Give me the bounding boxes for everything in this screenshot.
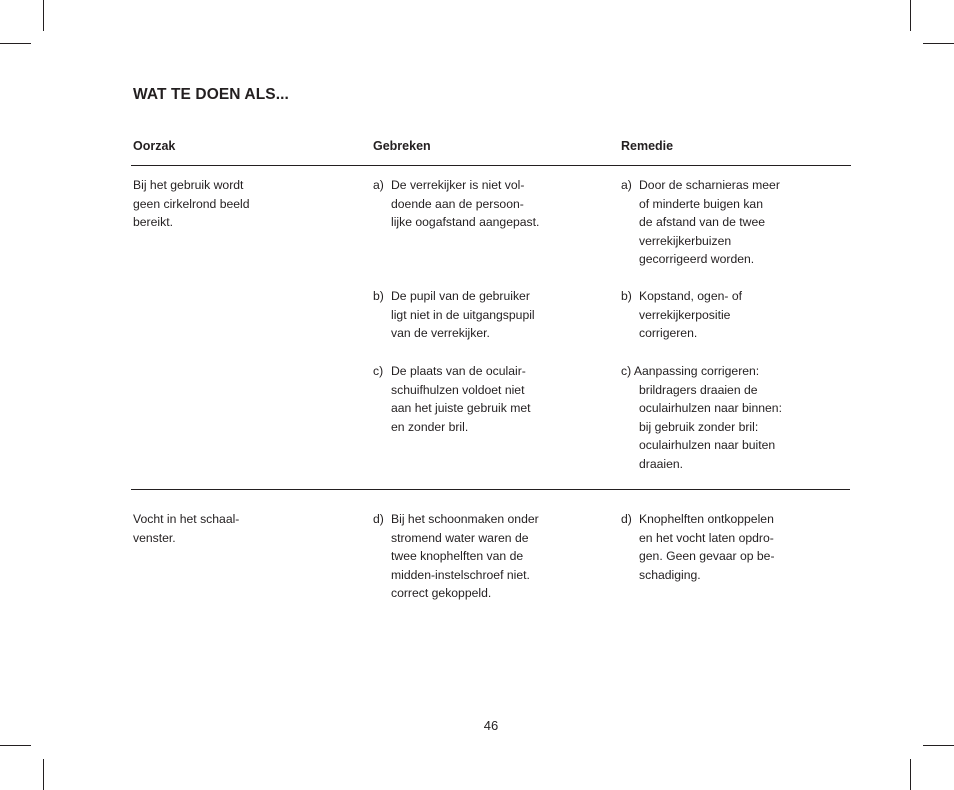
- row-2-cause: Vocht in het schaal- venster.: [133, 512, 240, 545]
- crop-mark-bottom-right-horizontal: [923, 745, 954, 746]
- remedy-b-marker: b): [621, 289, 632, 303]
- column-header-defects: Gebreken: [373, 139, 431, 153]
- defect-c-text: De plaats van de oculair- schuifhulzen voldoet niet aan het juiste gebruik met en zonder bril.: [391, 364, 531, 434]
- defect-d-marker: d): [373, 512, 384, 526]
- remedy-b-text: Kopstand, ogen- of verrekijkerpositie corrigeren.: [639, 289, 742, 341]
- crop-mark-top-left-vertical: [43, 0, 44, 31]
- crop-mark-bottom-left-vertical: [43, 759, 44, 790]
- row-divider: [131, 489, 850, 490]
- defect-d-text: Bij het schoonmaken onder stromend water waren de twee knophelften van de midden-instelschroef niet. correct gekoppeld.: [391, 512, 539, 601]
- crop-mark-top-right-vertical: [910, 0, 911, 31]
- remedy-a-marker: a): [621, 178, 632, 192]
- defect-b-text: De pupil van de gebruiker ligt niet in de uitgangspupil van de verrekijker.: [391, 289, 535, 341]
- defect-a-text: De verrekijker is niet vol- doende aan de persoon- lijke oogafstand aangepast.: [391, 178, 540, 230]
- crop-mark-bottom-left-horizontal: [0, 745, 31, 746]
- row-1-cause: Bij het gebruik wordt geen cirkelrond beeld bereikt.: [133, 178, 250, 230]
- page-title: WAT TE DOEN ALS...: [133, 86, 289, 103]
- defect-c-marker: c): [373, 364, 384, 378]
- column-header-cause: Oorzak: [133, 139, 176, 153]
- remedy-c-text: brildragers draaien de oculairhulzen naar binnen: bij gebruik zonder bril: oculairhulzen naar buiten draaien.: [639, 382, 782, 471]
- remedy-d-marker: d): [621, 512, 632, 526]
- crop-mark-top-right-horizontal: [923, 43, 954, 44]
- remedy-d-text: Knophelften ontkoppelen en het vocht laten opdro- gen. Geen gevaar op be- schadiging.: [639, 512, 775, 582]
- remedy-c-first-line: c) Aanpassing corrigeren:: [621, 364, 760, 378]
- defect-a-marker: a): [373, 178, 384, 192]
- column-header-remedy: Remedie: [621, 139, 674, 153]
- page-number: 46: [483, 718, 499, 733]
- crop-mark-bottom-right-vertical: [910, 759, 911, 790]
- header-divider: [131, 165, 851, 166]
- defect-b-marker: b): [373, 289, 384, 303]
- crop-mark-top-left-horizontal: [0, 43, 31, 44]
- remedy-a-text: Door de scharnieras meer of minderte buigen kan de afstand van de twee verrekijkerbuizen gecorrigeerd worden.: [639, 178, 780, 267]
